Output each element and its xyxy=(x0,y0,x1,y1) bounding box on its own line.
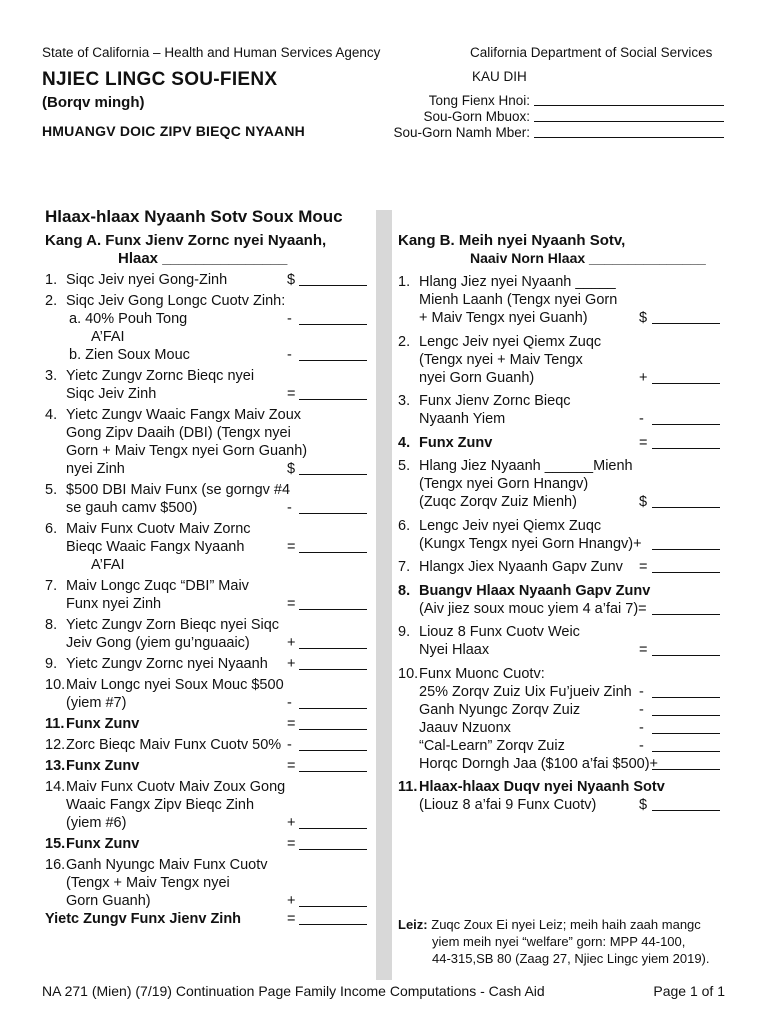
part-a-amount-field[interactable] xyxy=(299,360,367,361)
field-date-label: Tong Fienx Hnoi: xyxy=(428,93,530,108)
part-b-row xyxy=(398,779,723,797)
part-a-row-label: (yiem #7) xyxy=(66,695,127,711)
part-b-row-number: 4. xyxy=(398,434,411,451)
part-b-row-label: nyei Gorn Guanh) xyxy=(419,369,535,386)
part-b-row-label: Horqc Dorngh Jaa ($100 a’fai $500)+ xyxy=(419,755,658,772)
part-b-row xyxy=(398,666,723,684)
part-b-row-label: Funx Jienv Zornc Bieqc xyxy=(419,393,571,409)
form-subhead: HMUANGV DOIC ZIPV BIEQC NYAANH xyxy=(42,123,305,139)
part-a-row xyxy=(45,293,370,311)
part-a-amount-field[interactable] xyxy=(299,399,367,400)
field-name-input[interactable] xyxy=(534,121,724,122)
part-b-row xyxy=(398,536,723,554)
part-b-row xyxy=(398,756,723,774)
form-subtitle: (Borqv mingh) xyxy=(42,94,145,111)
part-b-row-label: (Tengx nyei + Maiv Tengx xyxy=(419,351,583,368)
part-a-row xyxy=(45,716,370,734)
part-a-row-label: Funx Zunv xyxy=(66,716,140,732)
part-b-row xyxy=(398,352,723,370)
part-a-amount-field[interactable] xyxy=(299,924,367,925)
part-b-row-label: Nyaanh Yiem xyxy=(419,411,506,427)
part-a-row-label: Funx nyei Zinh xyxy=(66,596,162,612)
note-label: Leiz: xyxy=(398,917,428,932)
part-a-row-number: 3. xyxy=(45,368,58,384)
part-a-row-label: (yiem #6) xyxy=(66,815,127,831)
note xyxy=(398,917,701,932)
part-a-row xyxy=(45,461,370,479)
note-line-3: 44-315,SB 80 (Zaag 27, Njiec Lingc yiem 2019). xyxy=(432,951,710,966)
part-b-list xyxy=(398,274,723,834)
part-a-row xyxy=(45,407,370,425)
part-a-row xyxy=(45,758,370,776)
part-a-amount-field[interactable] xyxy=(299,849,367,850)
part-a-row-operator: = xyxy=(287,539,296,555)
part-a-amount-field[interactable] xyxy=(299,648,367,649)
part-b-row xyxy=(398,435,723,453)
part-a-amount-field[interactable] xyxy=(299,513,367,514)
part-a-row-label: (Tengx + Maiv Tengx nyei xyxy=(66,875,230,891)
part-b-row xyxy=(398,494,723,512)
part-b-row-label: Liouz 8 Funx Cuotv Weic xyxy=(419,624,580,640)
part-b-row xyxy=(398,411,723,429)
part-b-row xyxy=(398,292,723,310)
part-a-row xyxy=(45,368,370,386)
part-a-row-operator: = xyxy=(287,758,296,774)
part-b-row xyxy=(398,310,723,328)
part-b-row-operator: = xyxy=(639,434,648,451)
part-b-row-operator: - xyxy=(639,701,644,718)
part-a-row xyxy=(45,677,370,695)
part-a-row-operator: - xyxy=(287,500,292,516)
part-a-row-number: 9. xyxy=(45,656,58,672)
part-b-row-number: 7. xyxy=(398,559,411,575)
part-a-row-operator: - xyxy=(287,737,292,753)
part-b-row xyxy=(398,393,723,411)
part-a-row xyxy=(45,911,370,929)
part-b-row xyxy=(398,370,723,388)
part-b-row-number: 11. xyxy=(398,779,418,795)
part-b-row-number: 3. xyxy=(398,393,411,409)
part-b-amount-field[interactable] xyxy=(652,507,720,508)
part-a-row-label: Ganh Nyungc Maiv Funx Cuotv xyxy=(66,857,268,873)
part-a-row-label: Yietc Zungv Zornc nyei Nyaanh xyxy=(66,656,268,672)
part-a-row xyxy=(45,272,370,290)
part-a-row-label: $500 DBI Maiv Funx (se gorngv #4 xyxy=(66,482,291,498)
part-b-row-label: Jaauv Nzuonx xyxy=(419,719,511,736)
part-b-row-operator: - xyxy=(639,719,644,736)
part-b-row-label: (Liouz 8 a’fai 9 Funx Cuotv) xyxy=(419,797,597,813)
part-b-row-number: 8. xyxy=(398,582,411,599)
part-b-amount-field[interactable] xyxy=(652,769,720,770)
part-a-row-label: Maiv Funx Cuotv Maiv Zoux Gong xyxy=(66,779,286,795)
part-b-row-operator: $ xyxy=(639,310,648,326)
part-a-row-number: 2. xyxy=(45,293,58,309)
part-a-row-label: Yietc Zungv Waaic Fangx Maiv Zoux xyxy=(66,407,302,423)
part-a-row-label: se gauh camv $500) xyxy=(66,500,198,516)
part-a-amount-field[interactable] xyxy=(299,906,367,907)
part-b-row-number: 6. xyxy=(398,517,411,534)
part-b-row-operator: = xyxy=(639,559,648,575)
part-b-row-label: (Zuqc Zorqv Zuiz Mienh) xyxy=(419,494,577,510)
part-a-amount-field[interactable] xyxy=(299,285,367,286)
part-b-row-label: Hlang Jiez nyei Nyaanh _____ xyxy=(419,274,616,290)
part-a-row xyxy=(45,815,370,833)
part-a-row-label: b. Zien Soux Mouc xyxy=(69,347,190,363)
part-b-row-label: (Tengx nyei Gorn Hnangv) xyxy=(419,476,589,492)
part-a-row xyxy=(45,836,370,854)
part-a-row-operator: = xyxy=(287,386,296,402)
part-a-row-label: Siqc Jeiv nyei Gong-Zinh xyxy=(66,272,228,288)
part-b-amount-field[interactable] xyxy=(652,697,720,698)
part-a-row-number: 10. xyxy=(45,677,66,693)
part-a-row-label: nyei Zinh xyxy=(66,461,125,477)
part-a-row xyxy=(45,311,370,329)
part-a-row xyxy=(45,482,370,500)
part-b-row-label: 25% Zorqv Zuiz Uix Fu’jueiv Zinh xyxy=(419,683,632,700)
part-b-row-number: 10. xyxy=(398,665,419,682)
part-b-row-label: Hlangx Jiex Nyaanh Gapv Zunv xyxy=(419,559,623,575)
field-number-label: Sou-Gorn Namh Mber: xyxy=(393,125,530,140)
note-line-2: yiem meih nyei “welfare” gorn: MPP 44-100, xyxy=(432,934,686,949)
part-a-row-label: Funx Zunv xyxy=(66,758,140,774)
part-b-row xyxy=(398,458,723,476)
part-a-row-number: 14. xyxy=(45,779,66,795)
part-a-row-operator: + xyxy=(287,656,296,672)
part-a-row-label: Gong Zipv Daaih (DBI) (Tengx nyei xyxy=(66,425,291,441)
part-b-amount-field[interactable] xyxy=(652,733,720,734)
part-a-row-operator: = xyxy=(287,716,296,732)
part-b-month: Naaiv Norn Hlaax _______________ xyxy=(470,250,706,266)
part-a-amount-field[interactable] xyxy=(299,552,367,553)
field-number-input[interactable] xyxy=(534,137,724,138)
part-b-amount-field[interactable] xyxy=(652,572,720,573)
part-b-row xyxy=(398,559,723,577)
part-a-row-label: Siqc Jeiv Zinh xyxy=(66,386,157,402)
part-a-row-operator: - xyxy=(287,695,292,711)
part-a-amount-field[interactable] xyxy=(299,828,367,829)
part-b-row-number: 1. xyxy=(398,274,411,290)
form-id: NA 271 (Mien) (7/19) Continuation Page Family Income Computations - Cash Aid xyxy=(42,983,545,999)
part-a-row xyxy=(45,386,370,404)
part-b-row xyxy=(398,624,723,642)
part-a-row-number: 15. xyxy=(45,836,66,852)
part-a-row xyxy=(45,557,370,575)
note-line-1: Zuqc Zoux Ei nyei Leiz; meih haih zaah mangc xyxy=(431,917,701,932)
part-b-row-label: (Aiv jiez soux mouc yiem 4 a’fai 7)= xyxy=(419,600,647,617)
part-a-row-label: Gorn Guanh) xyxy=(66,893,151,909)
page-number: Page 1 of 1 xyxy=(653,983,725,999)
part-b-row-operator: = xyxy=(639,642,648,658)
part-a-row-number: 6. xyxy=(45,521,58,537)
part-b-row-label: + Maiv Tengx nyei Guanh) xyxy=(419,310,588,326)
part-a-row xyxy=(45,596,370,614)
part-a-amount-field[interactable] xyxy=(299,708,367,709)
part-a-amount-field[interactable] xyxy=(299,771,367,772)
part-a-row xyxy=(45,635,370,653)
part-a-row-label: Jeiv Gong (yiem gu’nguaaic) xyxy=(66,635,250,651)
part-b-amount-field[interactable] xyxy=(652,323,720,324)
part-a-row-label: Yietc Zungv Zorn Bieqc nyei Siqc xyxy=(66,617,280,633)
part-a-row-number: 16. xyxy=(45,857,66,873)
part-b-amount-field[interactable] xyxy=(652,448,720,449)
part-b-row xyxy=(398,334,723,352)
part-b-row-label: Mienh Laanh (Tengx nyei Gorn xyxy=(419,292,618,308)
part-b-amount-field[interactable] xyxy=(652,715,720,716)
part-b-row xyxy=(398,583,723,601)
part-a-row-operator: + xyxy=(287,635,296,651)
part-a-row-label: Maiv Longc nyei Soux Mouc $500 xyxy=(66,677,284,693)
part-a-row-operator: $ xyxy=(287,272,296,288)
part-b-row-operator: $ xyxy=(639,494,648,510)
part-a-amount-field[interactable] xyxy=(299,474,367,475)
part-a-row-label: Zorc Bieqc Maiv Funx Cuotv 50% xyxy=(66,737,282,753)
part-b-row xyxy=(398,642,723,660)
part-a-row-operator: - xyxy=(287,311,292,327)
part-a-row xyxy=(45,779,370,797)
part-a-amount-field[interactable] xyxy=(299,324,367,325)
part-a-row xyxy=(45,425,370,443)
part-a-row xyxy=(45,617,370,635)
part-b-row-label: Hlang Jiez Nyaanh ______Mienh xyxy=(419,458,633,474)
form-title: NJIEC LINGC SOU-FIENX xyxy=(42,69,278,90)
part-a-row-operator: + xyxy=(287,815,296,831)
part-a-row-operator: = xyxy=(287,596,296,612)
part-a-row-label: Funx Zunv xyxy=(66,836,140,852)
part-b-row-label: “Cal-Learn” Zorqv Zuiz xyxy=(419,737,565,754)
part-b-row-operator: - xyxy=(639,737,644,754)
part-a-row xyxy=(45,443,370,461)
part-a-row-label: Yietc Zungv Zornc Bieqc nyei xyxy=(66,368,255,384)
agency-name: State of California – Health and Human Services Agency xyxy=(42,45,381,60)
case-label: KAU DIH xyxy=(472,69,527,84)
main-title: Hlaax-hlaax Nyaanh Sotv Soux Mouc xyxy=(45,207,343,226)
part-a-amount-field[interactable] xyxy=(299,729,367,730)
part-a-row xyxy=(45,737,370,755)
part-a-row-operator: $ xyxy=(287,461,296,477)
part-b-row-number: 5. xyxy=(398,458,411,474)
part-a-row-operator: = xyxy=(287,911,296,927)
part-a-row xyxy=(45,539,370,557)
part-a-row-label: Gorn + Maiv Tengx nyei Gorn Guanh) xyxy=(66,443,308,459)
part-b-row-label: Funx Muonc Cuotv: xyxy=(419,665,545,682)
part-b-row-label: Hlaax-hlaax Duqv nyei Nyaanh Sotv xyxy=(419,779,665,795)
part-a-row-number: 1. xyxy=(45,272,58,288)
part-a-amount-field[interactable] xyxy=(299,609,367,610)
part-b-row xyxy=(398,720,723,738)
part-a-amount-field[interactable] xyxy=(299,669,367,670)
part-b-amount-field[interactable] xyxy=(652,614,720,615)
part-a-row xyxy=(45,347,370,365)
part-b-row-label: Nyei Hlaax xyxy=(419,642,490,658)
part-b-row-operator: $ xyxy=(639,797,648,813)
part-a-row-number: 11. xyxy=(45,716,65,732)
part-a-month: Hlaax _______________ xyxy=(118,250,288,267)
part-b-row xyxy=(398,274,723,292)
part-a-row-number: 5. xyxy=(45,482,58,498)
part-b-amount-field[interactable] xyxy=(652,424,720,425)
part-b-row xyxy=(398,476,723,494)
part-b-amount-field[interactable] xyxy=(652,810,720,811)
part-b-amount-field[interactable] xyxy=(652,549,720,550)
part-a-row-label: a. 40% Pouh Tong xyxy=(69,311,188,327)
part-b-row-operator: - xyxy=(639,411,644,427)
part-a-row-label: Maiv Longc Zuqc “DBI” Maiv xyxy=(66,578,249,594)
part-a-row-label: A’FAI xyxy=(91,557,125,573)
part-a-row xyxy=(45,656,370,674)
column-divider xyxy=(376,210,392,980)
part-a-row-operator: - xyxy=(287,347,292,363)
part-b-row-label: Lengc Jeiv nyei Qiemx Zuqc xyxy=(419,333,602,350)
part-b-row-label: (Kungx Tengx nyei Gorn Hnangv)+ xyxy=(419,535,642,552)
part-b-row xyxy=(398,702,723,720)
part-a-row xyxy=(45,500,370,518)
part-a-row xyxy=(45,521,370,539)
part-a-row-operator: + xyxy=(287,893,296,909)
part-b-row xyxy=(398,601,723,619)
part-a-row-operator: = xyxy=(287,836,296,852)
part-b-row-label: Lengc Jeiv nyei Qiemx Zuqc xyxy=(419,517,602,534)
part-a-row xyxy=(45,695,370,713)
part-b-row xyxy=(398,518,723,536)
part-b-amount-field[interactable] xyxy=(652,751,720,752)
part-b-heading: Kang B. Meih nyei Nyaanh Sotv, xyxy=(398,232,626,249)
part-a-row-number: 13. xyxy=(45,758,66,774)
part-b-amount-field[interactable] xyxy=(652,383,720,384)
part-a-row-number: 12. xyxy=(45,737,66,753)
part-a-row-label: Waaic Fangx Zipv Bieqc Zinh xyxy=(66,797,255,813)
part-a-row-number: 8. xyxy=(45,617,58,633)
part-a-row-number: 4. xyxy=(45,407,58,423)
part-a-amount-field[interactable] xyxy=(299,750,367,751)
part-a-row-label: Yietc Zungv Funx Jienv Zinh xyxy=(45,911,242,927)
part-a-row xyxy=(45,875,370,893)
department-name: California Department of Social Services xyxy=(470,45,713,60)
part-a-row-label: A’FAI xyxy=(91,329,125,345)
part-b-row-label: Ganh Nyungc Zorqv Zuiz xyxy=(419,701,581,718)
part-b-row-operator: - xyxy=(639,683,644,700)
part-b-row-number: 9. xyxy=(398,624,411,640)
part-b-amount-field[interactable] xyxy=(652,655,720,656)
part-a-list xyxy=(45,272,370,972)
part-b-row-label: Buangv Hlaax Nyaanh Gapv Zunv xyxy=(419,582,651,599)
part-b-row xyxy=(398,684,723,702)
part-a-row-label: Maiv Funx Cuotv Maiv Zornc xyxy=(66,521,251,537)
part-b-row-label: Funx Zunv xyxy=(419,434,493,451)
part-b-row xyxy=(398,797,723,815)
part-b-row-number: 2. xyxy=(398,333,411,350)
part-a-row xyxy=(45,893,370,911)
part-b-row-operator: + xyxy=(639,369,648,386)
part-a-heading: Kang A. Funx Jienv Zornc nyei Nyaanh, xyxy=(45,232,327,249)
part-a-row-label: Bieqc Waaic Fangx Nyaanh xyxy=(66,539,245,555)
field-name-label: Sou-Gorn Mbuox: xyxy=(423,109,530,124)
field-date-input[interactable] xyxy=(534,105,724,106)
part-a-row xyxy=(45,797,370,815)
part-a-row xyxy=(45,329,370,347)
part-a-row-label: Siqc Jeiv Gong Longc Cuotv Zinh: xyxy=(66,293,286,309)
part-a-row xyxy=(45,857,370,875)
part-a-row-number: 7. xyxy=(45,578,58,594)
part-b-row xyxy=(398,738,723,756)
part-a-row xyxy=(45,578,370,596)
